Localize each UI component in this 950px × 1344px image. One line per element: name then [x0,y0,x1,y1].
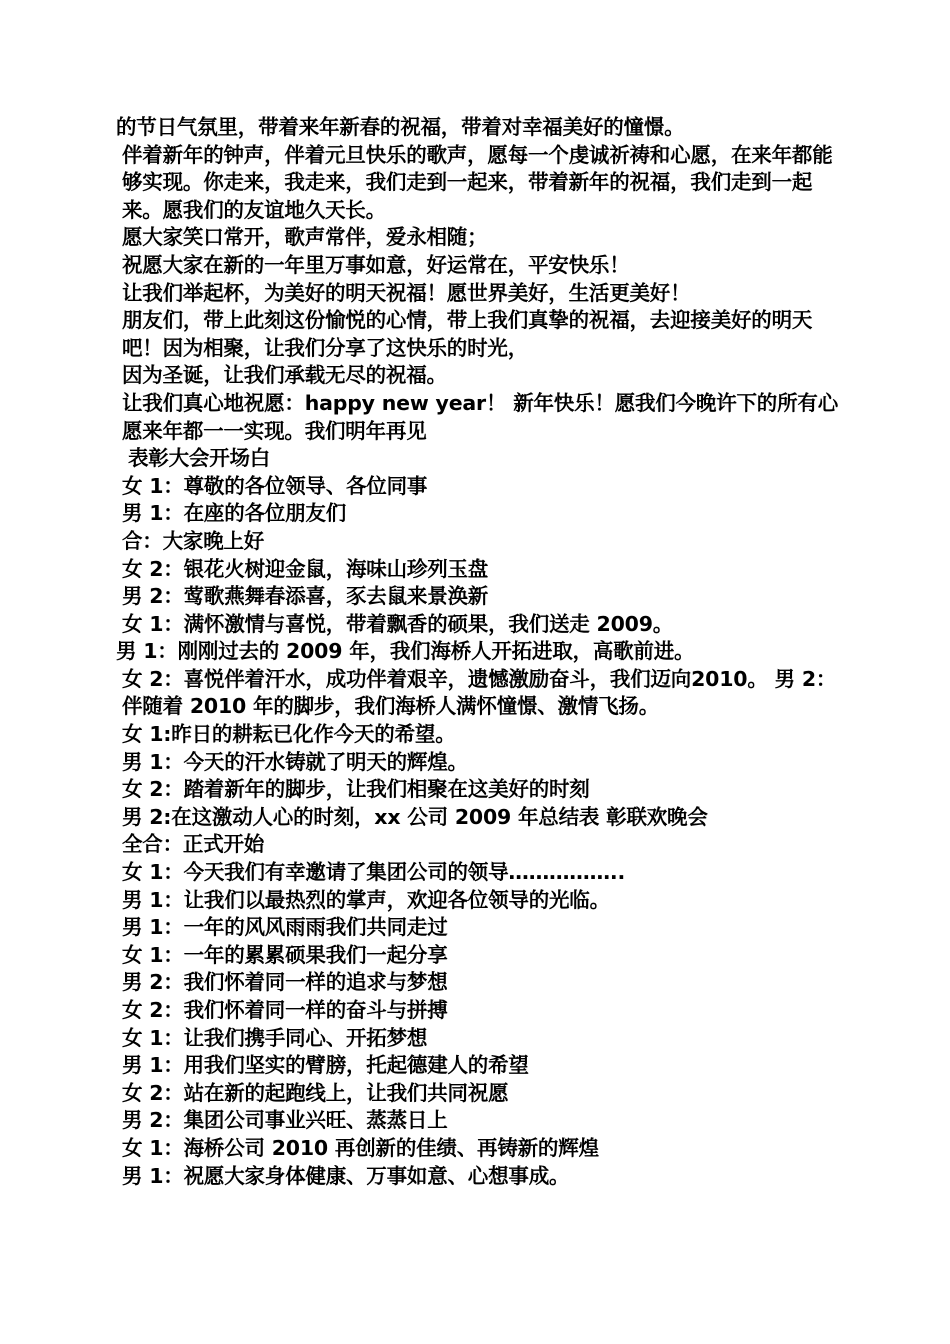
script-line: 女 1：今天我们有幸邀请了集团公司的领导…………….. [122,860,626,885]
paragraph: 的节日气氛里，带着来年新春的祝福，带着对幸福美好的憧憬。 [116,115,685,139]
paragraph: 让我们举起杯，为美好的明天祝福！愿世界美好，生活更美好！ [122,280,691,305]
script-line: 女 2：喜悦伴着汗水，成功伴着艰辛，遗憾激励奋斗，我们迈向2010。 男 2：伴随着 2010 年的脚步，我们海桥人满怀憧憬、激情飞扬。 [122,666,837,719]
script-line: 女 2：踏着新年的脚步，让我们相聚在这美好的时刻 [122,777,590,802]
script-line: 女 1：尊敬的各位领导、各位同事 [122,473,428,498]
script-line: 男 2：莺歌燕舞春添喜，豕去鼠来景涣新 [122,584,489,609]
paragraph: 祝愿大家在新的一年里万事如意，好运常在，平安快乐！ [122,252,630,277]
script-line: 男 1：一年的风风雨雨我们共同走过 [122,915,448,940]
script-line: 男 2:在这激动人心的时刻，xx 公司 2009 年总结表 彰联欢晚会 [122,804,708,829]
script-line: 女 1：让我们携手同心、开拓梦想 [122,1025,428,1050]
script-line: 女 2：我们怀着同一样的奋斗与拼搏 [122,998,448,1022]
script-line: 女 2：银花火树迎金鼠，海味山珍列玉盘 [122,556,489,581]
paragraph: 让我们真心地祝愿：happy new year！ 新年快乐！愿我们今晚许下的所有心愿来年都一一实现。我们明年再见 [122,390,838,443]
script-line: 男 2：集团公司事业兴旺、蒸蒸日上 [122,1108,448,1133]
paragraph: 因为圣诞，让我们承载无尽的祝福。 [122,363,447,388]
script-line: 男 1：祝愿大家身体健康、万事如意、心想事成。 [122,1163,570,1188]
script-line: 男 1：让我们以最热烈的掌声，欢迎各位领导的光临。 [122,887,610,912]
script-line: 女 1：满怀激情与喜悦，带着飘香的硕果，我们送走 2009。 [122,611,674,636]
paragraph: 愿大家笑口常开，歌声常伴，爱永相随； [122,225,488,250]
section-heading: 表彰大会开场白 [128,446,271,471]
script-line: 男 1：刚刚过去的 2009 年，我们海桥人开拓进取，高歌前进。 [116,639,695,664]
script-line: 男 1：今天的汗水铸就了明天的辉煌。 [122,749,468,774]
script-line: 女 1:昨日的耕耘已化作今天的希望。 [122,722,456,747]
script-line: 男 1：在座的各位朋友们 [122,501,347,526]
script-line: 合：大家晚上好 [122,528,265,553]
script-line: 女 2：站在新的起跑线上，让我们共同祝愿 [122,1080,509,1105]
paragraph: 伴着新年的钟声，伴着元旦快乐的歌声，愿每一个虔诚祈祷和心愿，在来年都能够实现。你走来，我走来，我们走到一起来，带着新年的祝福，我们走到一起来。愿我们的友谊地久天长。 [122,142,833,222]
script-line: 女 1：一年的累累硕果我们一起分享 [122,942,448,967]
paragraph: 朋友们，带上此刻这份愉悦的心情，带上我们真挚的祝福，去迎接美好的明天吧！因为相聚，让我们分享了这快乐的时光， [122,308,813,360]
document-body [116,114,838,1190]
script-line: 男 1：用我们坚实的臂膀，托起德建人的希望 [122,1053,529,1078]
script-line: 男 2：我们怀着同一样的追求与梦想 [122,970,448,995]
script-line: 女 1：海桥公司 2010 再创新的佳绩、再铸新的辉煌 [122,1135,599,1160]
script-line: 全合：正式开始 [122,832,265,857]
